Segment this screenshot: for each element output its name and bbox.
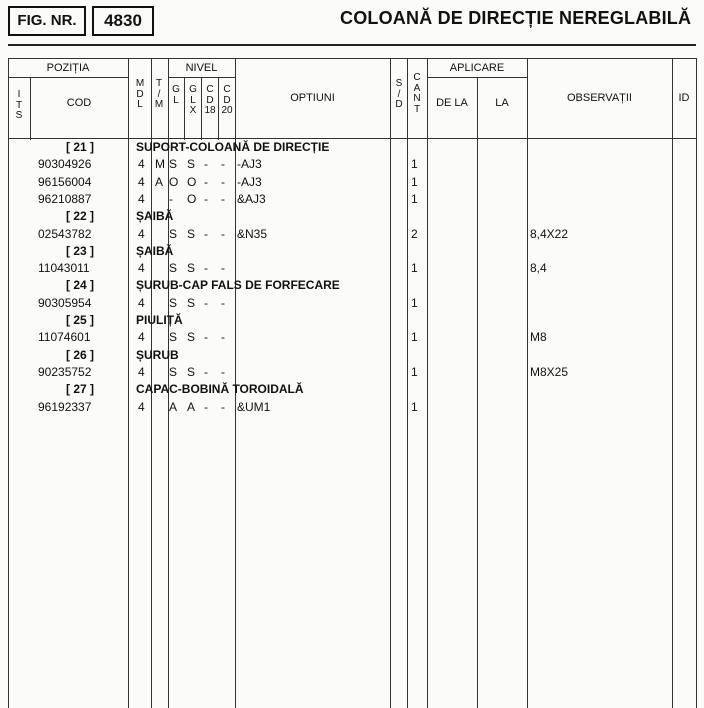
group-row [0, 243, 704, 260]
quantity-cell: 1 [411, 399, 418, 414]
group-ref: [ 23 ] [66, 243, 95, 258]
header-observatii: OBSERVAȚII [566, 92, 632, 104]
header-cant-3: N [413, 93, 421, 104]
gl-cell: S [169, 261, 178, 276]
glx-cell: S [187, 330, 196, 345]
option-cell: &UM1 [237, 399, 271, 414]
mdl-cell: 4 [138, 226, 145, 241]
glx-cell: S [187, 226, 196, 241]
header-c18-2: D [206, 94, 214, 106]
gx-divider [201, 77, 202, 140]
part-code: 96192337 [38, 399, 92, 414]
header-gl-2: L [173, 94, 179, 106]
quantity-cell: 1 [411, 191, 418, 206]
header-sd-2: / [397, 88, 401, 100]
header-gx-3: X [189, 105, 197, 116]
header-cant [411, 73, 423, 115]
gl-cell: S [169, 364, 178, 379]
quantity-cell: 2 [411, 226, 418, 241]
header-gx-2: L [190, 94, 196, 106]
glx-cell: S [187, 364, 196, 379]
cd18-cell: - [204, 364, 208, 379]
cd18-cell: - [204, 295, 208, 310]
header-c18-1: C [206, 84, 214, 95]
mdl-cell: 4 [138, 191, 145, 206]
tm-cell: A [155, 174, 164, 189]
table-top-line [8, 58, 696, 59]
part-code: 02543782 [38, 226, 92, 241]
quantity-cell: 1 [411, 157, 418, 172]
glx-cell: A [187, 399, 196, 414]
group-ref: [ 22 ] [66, 209, 95, 224]
group-row [0, 347, 704, 364]
header-sd-3: D [395, 99, 403, 110]
group-description: ȘURUB [136, 347, 179, 362]
table-row [0, 329, 704, 346]
part-code: 11074601 [38, 330, 91, 345]
cd20-cell: - [221, 261, 225, 276]
group-ref: [ 27 ] [66, 382, 95, 397]
table-row [0, 191, 704, 208]
header-c20-2: D [223, 94, 231, 106]
glx-cell: O [187, 191, 197, 206]
glx-cell: O [187, 174, 197, 189]
page-title: COLOANĂ DE DIRECȚIE NEREGLABILĂ [340, 8, 692, 28]
header-its-1: I [17, 89, 21, 100]
header-optiuni: OPTIUNI [290, 92, 335, 104]
group-ref: [ 24 ] [66, 278, 95, 293]
cd18-cell: - [204, 157, 208, 172]
header-gx [187, 85, 199, 117]
observation-cell: M8X25 [530, 364, 569, 379]
cd18-cell: - [204, 191, 208, 206]
observation-cell: 8,4 [530, 261, 547, 276]
header-pozitia: POZIȚIA [46, 62, 90, 74]
group-row [0, 381, 704, 398]
cd20-cell: - [221, 295, 225, 310]
tm-cell: M [155, 157, 165, 172]
gl-cell: S [169, 330, 178, 345]
gl-divider [184, 77, 185, 140]
table-row [0, 364, 704, 381]
cd20-cell: - [221, 191, 225, 206]
option-cell: -AJ3 [237, 157, 262, 172]
mdl-cell: 4 [138, 364, 145, 379]
header-its-3: S [15, 110, 23, 121]
option-cell: &AJ3 [237, 191, 266, 206]
cd18-cell: - [204, 174, 208, 189]
gl-cell: S [169, 295, 178, 310]
header-mdl-2: D [136, 88, 144, 100]
group-row [0, 312, 704, 329]
cd20-cell: - [221, 226, 225, 241]
quantity-cell: 1 [411, 261, 418, 276]
group-description: ȘAIBĂ [136, 243, 174, 258]
header-tm-2: / [157, 88, 161, 100]
part-code: 96156004 [38, 174, 92, 189]
quantity-cell: 1 [411, 364, 418, 379]
group-row [0, 139, 704, 156]
group-description: PIULIȚĂ [136, 313, 183, 327]
gl-cell: A [169, 399, 178, 414]
quantity-cell: 1 [411, 174, 418, 189]
header-mdl [134, 79, 146, 111]
cd20-cell: - [221, 364, 225, 379]
mdl-cell: 4 [138, 174, 145, 189]
option-cell: -AJ3 [237, 174, 262, 189]
header-mdl-1: M [135, 78, 145, 89]
table-row [0, 174, 704, 191]
part-code: 90305954 [38, 295, 92, 310]
gl-cell: S [169, 157, 178, 172]
header-la: LA [495, 97, 509, 109]
header-its [13, 90, 25, 122]
mdl-cell: 4 [138, 261, 145, 276]
cd20-cell: - [221, 157, 225, 172]
mdl-cell: 4 [138, 399, 145, 414]
cd18-cell: - [204, 261, 208, 276]
group-ref: [ 26 ] [66, 347, 95, 362]
header-cant-2: A [413, 82, 421, 94]
c18-divider [218, 77, 219, 140]
header-sd [393, 79, 405, 111]
group-ref: [ 25 ] [66, 313, 95, 327]
group-ref: [ 21 ] [66, 140, 95, 154]
table-row [0, 156, 704, 173]
observation-cell: 8,4X22 [530, 226, 569, 241]
header-tm-3: M [154, 99, 164, 110]
header-nivel: NIVEL [185, 62, 218, 74]
header-gl [170, 85, 182, 106]
part-code: 96210887 [38, 191, 92, 206]
header-sd-1: S [395, 78, 403, 89]
header-c20-3: 20 [221, 105, 233, 116]
option-cell: &N35 [237, 226, 268, 241]
table-row [0, 399, 704, 416]
header-id: ID [678, 92, 690, 104]
header-aplicare: APLICARE [449, 62, 505, 74]
glx-cell: S [187, 295, 196, 310]
gl-cell: - [169, 191, 173, 206]
header-c20-1: C [223, 84, 231, 95]
group-row [0, 277, 704, 294]
cd20-cell: - [221, 330, 225, 345]
part-code: 11043011 [38, 261, 90, 276]
header-c18 [203, 85, 217, 117]
quantity-cell: 1 [411, 295, 418, 310]
mdl-cell: 4 [138, 157, 145, 172]
header-its-2: T [15, 99, 23, 111]
mdl-cell: 4 [138, 330, 145, 345]
header-gx-1: G [189, 84, 197, 95]
observation-cell: M8 [530, 330, 547, 345]
header-mdl-3: L [137, 99, 143, 110]
table-row [0, 295, 704, 312]
quantity-cell: 1 [411, 330, 418, 345]
header-tm [153, 79, 165, 111]
table-row [0, 260, 704, 277]
gl-cell: S [169, 226, 178, 241]
cd18-cell: - [204, 330, 208, 345]
header-c18-3: 18 [204, 105, 216, 116]
cd20-cell: - [221, 399, 225, 414]
fig-label: FIG. NR. [8, 6, 86, 36]
cd20-cell: - [221, 174, 225, 189]
glx-cell: S [187, 261, 196, 276]
header-cant-4: T [413, 103, 421, 115]
header-c20 [220, 85, 234, 117]
part-code: 90235752 [38, 364, 92, 379]
gl-cell: O [169, 174, 179, 189]
header-tm-1: T [155, 78, 163, 89]
table-row [0, 226, 704, 243]
header-cant-1: C [413, 72, 421, 83]
part-code: 90304926 [38, 157, 92, 172]
cd18-cell: - [204, 399, 208, 414]
group-description: SUPORT-COLOANĂ DE DIRECȚIE [136, 140, 330, 154]
header-cod: COD [66, 97, 92, 109]
mdl-cell: 4 [138, 295, 145, 310]
glx-cell: S [187, 157, 196, 172]
group-description: ȘAIBĂ [136, 209, 174, 224]
group-description: CAPAC-BOBINĂ TOROIDALĂ [136, 382, 304, 397]
header-rule [8, 44, 696, 46]
fig-number: 4830 [92, 6, 154, 36]
group-description: ȘURUB-CAP FALS DE FORFECARE [136, 278, 340, 293]
pozitia-subline [8, 77, 128, 78]
header-dela: DE LA [436, 97, 468, 109]
header-gl-1: G [172, 84, 180, 95]
group-row [0, 208, 704, 225]
cd18-cell: - [204, 226, 208, 241]
